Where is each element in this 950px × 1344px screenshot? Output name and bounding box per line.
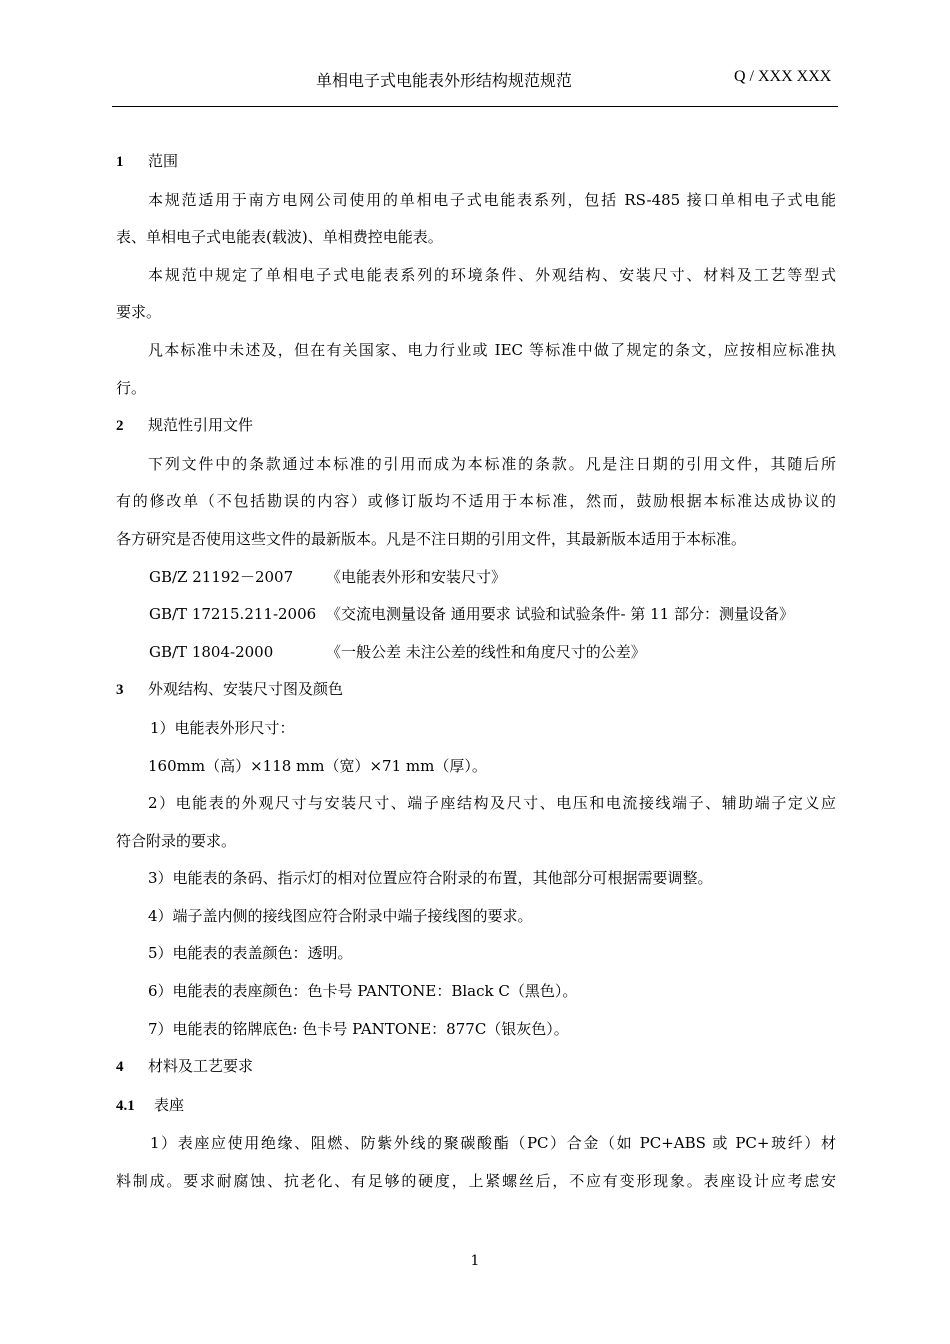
document-body <box>116 143 836 1201</box>
reference-item <box>116 596 836 634</box>
reference-item <box>116 559 836 597</box>
paragraph-line: 本规范中规定了单相电子式电能表系列的环境条件、外观结构、安装尺寸、材料及工艺等型式 <box>148 265 836 284</box>
section-4-heading <box>116 1048 836 1087</box>
list-item: 4）端子盖内侧的接线图应符合附录中端子接线图的要求。 <box>148 906 533 925</box>
section-title: 材料及工艺要求 <box>148 1057 254 1076</box>
section-number: 3 <box>116 682 124 699</box>
paragraph-line: 行。 <box>116 378 147 397</box>
paragraph-line: 本规范适用于南方电网公司使用的单相电子式电能表系列，包括 RS-485 接口单相电子式电能 <box>148 190 836 209</box>
header-divider <box>112 106 838 107</box>
list-item: 6）电能表的表座颜色：色卡号 PANTONE：Black C（黑色）。 <box>148 982 578 1001</box>
section-number: 4 <box>116 1059 124 1076</box>
section-number: 2 <box>116 418 124 435</box>
reference-title: 《交流电测量设备 通用要求 试验和试验条件- 第 11 部分：测量设备》 <box>326 605 794 624</box>
dimension-line: 160mm（高）×118 mm（宽）×71 mm（厚）。 <box>148 756 487 775</box>
paragraph-line: 表、单相电子式电能表(载波)、单相费控电能表。 <box>116 228 443 247</box>
section-number: 1 <box>116 154 124 170</box>
reference-code: GB/Z 21192－2007 <box>149 567 294 586</box>
subsection-4-1-heading <box>116 1087 836 1126</box>
list-item: 5）电能表的表盖颜色：透明。 <box>148 944 353 963</box>
paragraph-line: 各方研究是否使用这些文件的最新版本。凡是不注日期的引用文件，其最新版本适用于本标准。 <box>116 529 747 548</box>
paragraph-line: 下列文件中的条款通过本标准的引用而成为本标准的条款。凡是注日期的引用文件，其随后所 <box>148 454 836 473</box>
list-item: 2）电能表的外观尺寸与安装尺寸、端子座结构及尺寸、电压和电流接线端子、辅助端子定义应 <box>148 794 836 813</box>
section-title: 范围 <box>148 152 179 170</box>
section-title: 规范性引用文件 <box>148 416 254 435</box>
reference-code: GB/T 1804-2000 <box>149 642 274 661</box>
list-item: 7）电能表的铭牌底色: 色卡号 PANTONE：877C（银灰色）。 <box>148 1019 569 1038</box>
reference-title: 《电能表外形和安装尺寸》 <box>326 567 507 586</box>
section-title: 外观结构、安装尺寸图及颜色 <box>148 680 344 699</box>
header-document-code: Q / XXX XXX <box>734 68 832 85</box>
header-title: 单相电子式电能表外形结构规范规范 <box>316 71 573 90</box>
paragraph-line: 要求。 <box>116 303 162 322</box>
paragraph-line: 凡本标准中未述及，但在有关国家、电力行业或 IEC 等标准中做了规定的条文，应按相应标准执 <box>148 340 836 359</box>
page-number: 1 <box>470 1253 480 1269</box>
section-3-heading <box>116 671 836 710</box>
paragraph-line: 有的修改单（不包括勘误的内容）或修订版均不适用于本标准，然而，鼓励根据本标准达成协议的 <box>116 492 836 511</box>
list-item: 3）电能表的条码、指示灯的相对位置应符合附录的布置，其他部分可根据需要调整。 <box>148 869 713 888</box>
reference-item <box>116 634 836 672</box>
list-item: 1）表座应使用绝缘、阻燃、防紫外线的聚碳酸酯（PC）合金（如 PC+ABS 或 PC+玻纤）材 <box>150 1134 836 1153</box>
paragraph-line: 符合附录的要求。 <box>116 831 237 850</box>
paragraph-line: 料制成。要求耐腐蚀、抗老化、有足够的硬度，上紧螺丝后，不应有变形现象。表座设计应考虑安 <box>116 1172 836 1191</box>
subsection-number: 4.1 <box>116 1097 135 1114</box>
section-2-heading <box>116 407 836 446</box>
reference-code: GB/T 17215.211-2006 <box>149 605 317 624</box>
section-1-heading <box>116 143 836 182</box>
subsection-title: 表座 <box>154 1095 185 1114</box>
list-item: 1）电能表外形尺寸： <box>150 718 295 737</box>
reference-title: 《一般公差 未注公差的线性和角度尺寸的公差》 <box>326 642 646 661</box>
